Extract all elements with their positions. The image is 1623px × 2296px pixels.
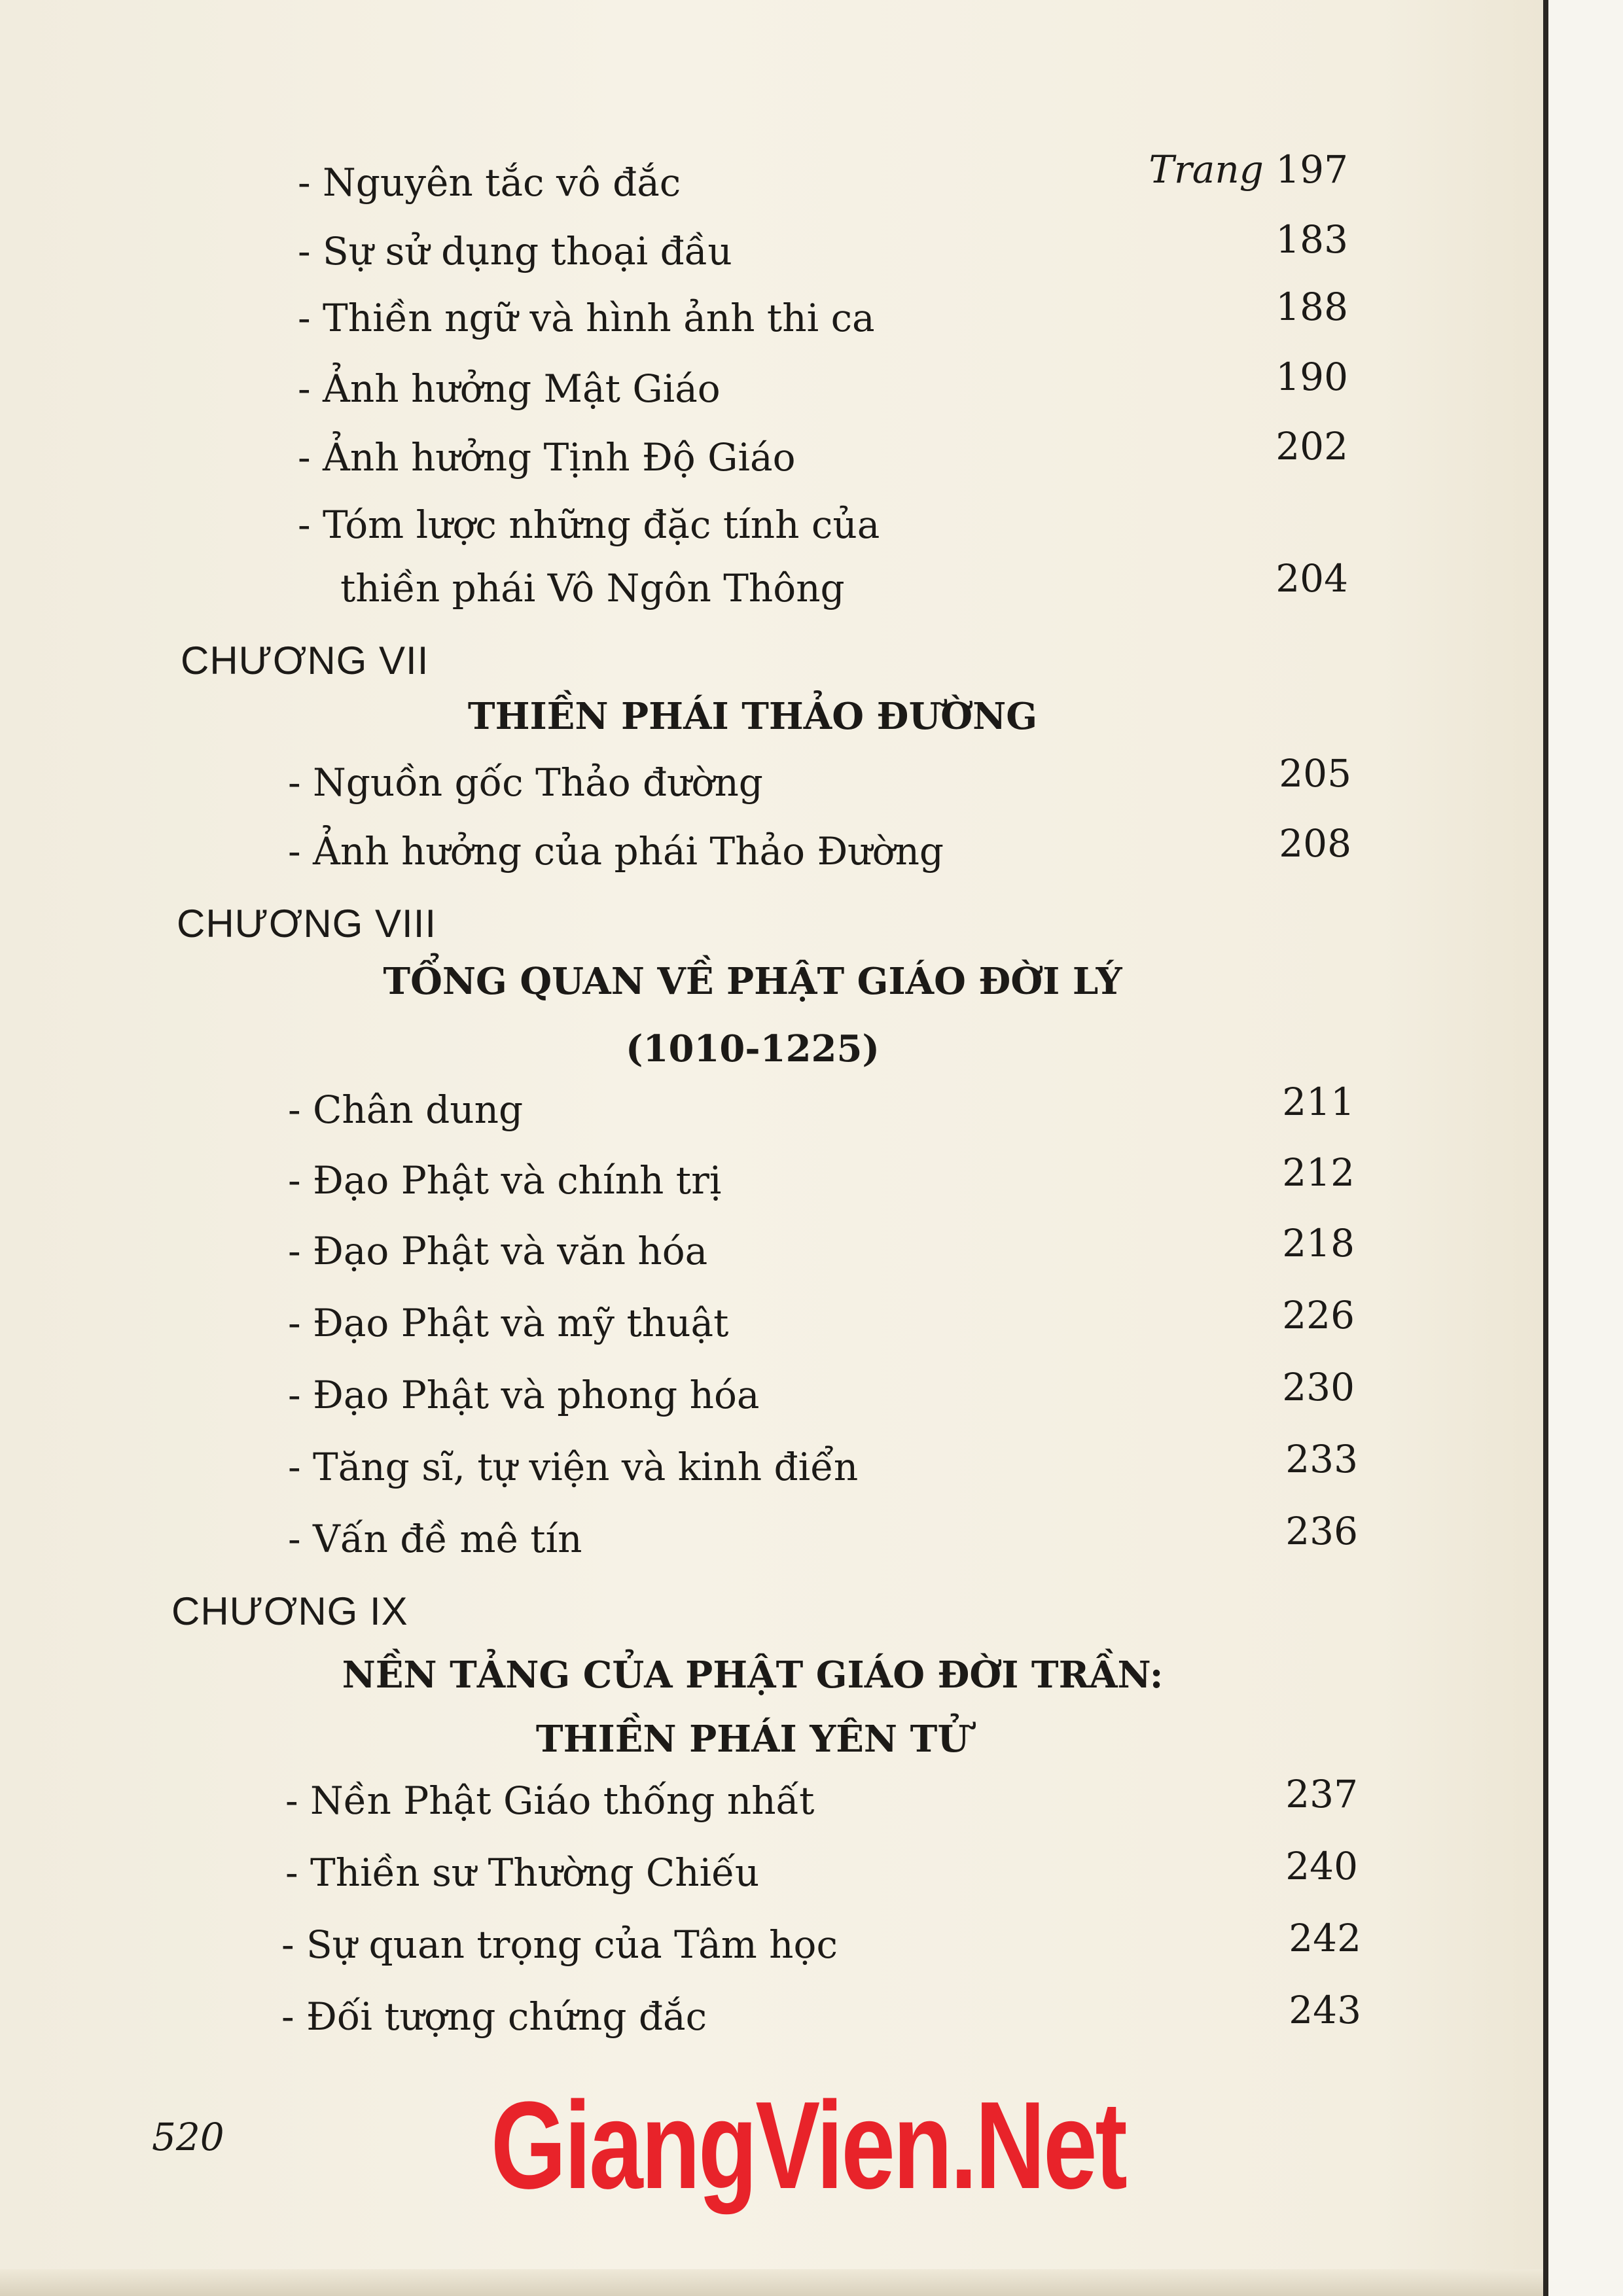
toc-page-number: 242 — [1289, 1916, 1361, 1960]
toc-entry: - Thiền ngữ và hình ảnh thi ca — [298, 296, 875, 340]
book-spine-edge — [1543, 0, 1548, 2296]
toc-entry: - Tăng sĩ, tự viện và kinh điển — [288, 1445, 859, 1489]
chapter-title-years: (1010-1225) — [626, 1027, 880, 1070]
toc-entry: - Đạo Phật và văn hóa — [288, 1229, 708, 1273]
toc-page-number: 240 — [1285, 1844, 1358, 1888]
toc-entry: - Đạo Phật và phong hóa — [288, 1373, 760, 1417]
page-margin — [1548, 0, 1623, 2296]
toc-page-number: 226 — [1282, 1293, 1355, 1337]
toc-page-number: 183 — [1275, 217, 1348, 262]
toc-entry: - Ảnh hưởng Tịnh Độ Giáo — [298, 435, 796, 480]
toc-entry: - Tóm lược những đặc tính của — [298, 503, 880, 547]
toc-page-number: 190 — [1275, 355, 1348, 399]
toc-page-number: 237 — [1285, 1772, 1358, 1816]
toc-page-number: 208 — [1279, 821, 1351, 866]
chapter-label: CHƯƠNG IX — [171, 1589, 408, 1633]
toc-entry: - Ảnh hưởng Mật Giáo — [298, 366, 721, 411]
chapter-title: THIỀN PHÁI THẢO ĐƯỜNG — [467, 695, 1038, 738]
toc-page-number: 212 — [1282, 1150, 1355, 1195]
toc-entry: thiền phái Vô Ngôn Thông — [340, 566, 845, 610]
toc-entry: - Đối tượng chứng đắc — [281, 1994, 707, 2039]
toc-entry: - Chân dung — [288, 1087, 524, 1132]
chapter-label: CHƯƠNG VIII — [177, 902, 437, 945]
toc-page-number: 205 — [1279, 751, 1351, 796]
toc-entry: - Nền Phật Giáo thống nhất — [285, 1778, 815, 1823]
trang-label: Trang — [1149, 147, 1264, 192]
toc-page-number: 218 — [1282, 1221, 1355, 1265]
toc-entry: - Đạo Phật và chính trị — [288, 1158, 722, 1203]
chapter-title: NỀN TẢNG CỦA PHẬT GIÁO ĐỜI TRẦN: — [342, 1653, 1164, 1697]
toc-page-number: 188 — [1275, 285, 1348, 329]
chapter-label: CHƯƠNG VII — [181, 639, 429, 682]
toc-page-number: 233 — [1285, 1437, 1358, 1481]
toc-entry: - Đạo Phật và mỹ thuật — [288, 1301, 729, 1345]
toc-entry: - Ảnh hưởng của phái Thảo Đường — [288, 829, 944, 874]
toc-page-number: 230 — [1282, 1365, 1355, 1409]
page-number: 520 — [152, 2115, 224, 2159]
toc-entry: - Nguồn gốc Thảo đường — [288, 760, 763, 805]
toc-page-number: 211 — [1282, 1080, 1355, 1124]
toc-page-number: 202 — [1275, 424, 1348, 468]
toc-page-with-label — [1139, 147, 1348, 192]
toc-entry: - Nguyên tắc vô đắc — [298, 160, 681, 205]
toc-entry: - Vấn đề mê tín — [288, 1517, 582, 1561]
watermark-text: GiangVien.Net — [491, 2076, 1126, 2215]
chapter-title: THIỀN PHÁI YÊN TỬ — [535, 1718, 970, 1761]
toc-page-number: 197 — [1275, 147, 1348, 192]
toc-entry: - Sự sử dụng thoại đầu — [298, 229, 732, 274]
toc-entry: - Sự quan trọng của Tâm học — [281, 1922, 838, 1967]
page-bottom-edge — [0, 2269, 1543, 2296]
toc-page-number: 236 — [1285, 1509, 1358, 1553]
toc-entry: - Thiền sư Thường Chiếu — [285, 1850, 760, 1895]
toc-page-number: 204 — [1275, 556, 1348, 601]
chapter-title: TỔNG QUAN VỀ PHẬT GIÁO ĐỜI LÝ — [383, 960, 1122, 1003]
toc-page-number: 243 — [1289, 1988, 1361, 2032]
